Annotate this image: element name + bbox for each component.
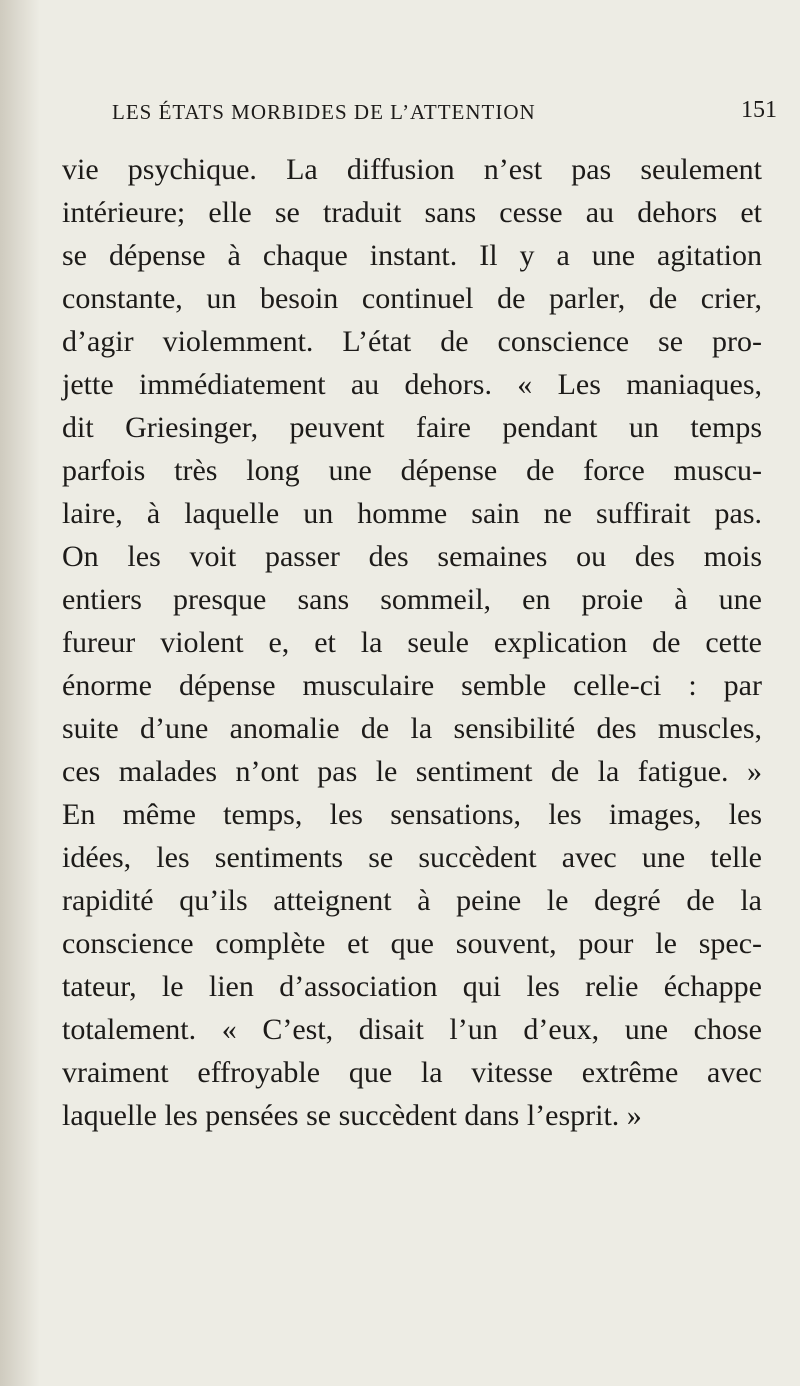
text-line: vraiment effroyable que la vitesse extrême avec bbox=[62, 1056, 762, 1089]
text-line: tateur, le lien d’association qui les relie échappe bbox=[62, 970, 762, 1003]
page-edge-shadow bbox=[0, 0, 40, 1386]
text-line: conscience complète et que souvent, pour le spec- bbox=[62, 927, 762, 960]
text-line: constante, un besoin continuel de parler, de crier, bbox=[62, 282, 762, 315]
text-line: On les voit passer des semaines ou des mois bbox=[62, 540, 762, 573]
text-line: dit Griesinger, peuvent faire pendant un temps bbox=[62, 411, 762, 444]
text-line: d’agir violemment. L’état de conscience se pro- bbox=[62, 325, 762, 358]
text-line: suite d’une anomalie de la sensibilité des muscles, bbox=[62, 712, 762, 745]
body-text bbox=[62, 148, 762, 1137]
text-line: intérieure; elle se traduit sans cesse au dehors et bbox=[62, 196, 762, 229]
text-line: jette immédiatement au dehors. « Les maniaques, bbox=[62, 368, 762, 401]
text-line: entiers presque sans sommeil, en proie à une bbox=[62, 583, 762, 616]
text-line: idées, les sentiments se succèdent avec une telle bbox=[62, 841, 762, 874]
text-line: ces malades n’ont pas le sentiment de la fatigue. » bbox=[62, 755, 762, 788]
text-line: énorme dépense musculaire semble celle-ci : par bbox=[62, 669, 762, 702]
text-line-last: laquelle les pensées se succèdent dans l’esprit. » bbox=[62, 1099, 642, 1132]
running-head: LES ÉTATS MORBIDES DE L’ATTENTION bbox=[112, 100, 536, 124]
text-line: fureur violent e, et la seule explication de cette bbox=[62, 626, 762, 659]
page-number: 151 bbox=[741, 97, 777, 123]
text-line: laire, à laquelle un homme sain ne suffirait pas. bbox=[62, 497, 762, 530]
text-line: se dépense à chaque instant. Il y a une agitation bbox=[62, 239, 762, 272]
text-line: En même temps, les sensations, les images, les bbox=[62, 798, 762, 831]
text-line: totalement. « C’est, disait l’un d’eux, une chose bbox=[62, 1013, 762, 1046]
text-line: vie psychique. La diffusion n’est pas seulement bbox=[62, 153, 762, 186]
text-line: rapidité qu’ils atteignent à peine le degré de la bbox=[62, 884, 762, 917]
text-line: parfois très long une dépense de force muscu- bbox=[62, 454, 762, 487]
